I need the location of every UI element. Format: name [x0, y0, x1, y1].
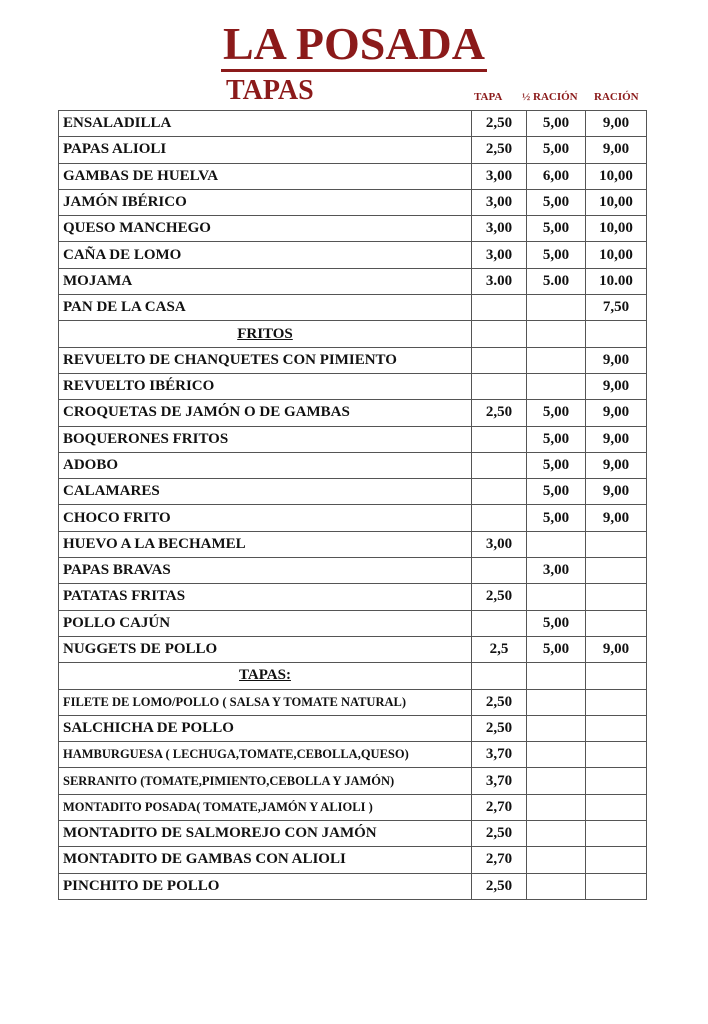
section-header-row: [59, 321, 647, 347]
price-racion: 9,00: [586, 426, 647, 452]
price-media-racion: [527, 821, 586, 847]
price-media-racion: 5,00: [527, 636, 586, 662]
menu-item-row: [59, 479, 647, 505]
section-header-row: [59, 663, 647, 689]
price-racion: [586, 610, 647, 636]
item-name: ADOBO: [59, 452, 472, 478]
price-tapa: 2,50: [472, 689, 527, 715]
menu-item-row: [59, 768, 647, 794]
price-racion: [586, 584, 647, 610]
price-racion: [586, 321, 647, 347]
menu-item-row: [59, 742, 647, 768]
price-racion: 9,00: [586, 479, 647, 505]
menu-item-row: [59, 347, 647, 373]
menu-item-row: [59, 295, 647, 321]
price-tapa: 2,50: [472, 400, 527, 426]
menu-item-row: [59, 373, 647, 399]
price-media-racion: [527, 689, 586, 715]
price-media-racion: 6,00: [527, 163, 586, 189]
item-name: HAMBURGUESA ( LECHUGA,TOMATE,CEBOLLA,QUESO): [59, 742, 472, 768]
price-media-racion: 5,00: [527, 479, 586, 505]
price-racion: 7,50: [586, 295, 647, 321]
price-media-racion: [527, 742, 586, 768]
menu-item-row: [59, 636, 647, 662]
price-media-racion: 5,00: [527, 216, 586, 242]
item-name: FILETE DE LOMO/POLLO ( SALSA Y TOMATE NATURAL): [59, 689, 472, 715]
price-media-racion: [527, 373, 586, 399]
item-name: SALCHICHA DE POLLO: [59, 715, 472, 741]
item-name: REVUELTO IBÉRICO: [59, 373, 472, 399]
price-tapa: 3,00: [472, 189, 527, 215]
item-name: MONTADITO DE SALMOREJO CON JAMÓN: [59, 821, 472, 847]
price-tapa: 3,00: [472, 163, 527, 189]
column-header-tapa: TAPA: [474, 91, 503, 103]
column-header-media-racion: ½ RACIÓN: [522, 91, 578, 103]
menu-item-row: [59, 137, 647, 163]
item-name: HUEVO A LA BECHAMEL: [59, 531, 472, 557]
item-name: CHOCO FRITO: [59, 505, 472, 531]
price-tapa: [472, 295, 527, 321]
price-media-racion: 5,00: [527, 242, 586, 268]
price-media-racion: 5,00: [527, 111, 586, 137]
price-tapa: [472, 663, 527, 689]
price-racion: [586, 847, 647, 873]
menu-item-row: [59, 821, 647, 847]
price-tapa: 2,70: [472, 847, 527, 873]
price-media-racion: [527, 531, 586, 557]
item-name: ENSALADILLA: [59, 111, 472, 137]
price-tapa: [472, 426, 527, 452]
price-tapa: 3.00: [472, 268, 527, 294]
price-media-racion: [527, 715, 586, 741]
price-tapa: [472, 505, 527, 531]
item-name: GAMBAS DE HUELVA: [59, 163, 472, 189]
price-racion: 10,00: [586, 216, 647, 242]
item-name: CROQUETAS DE JAMÓN O DE GAMBAS: [59, 400, 472, 426]
price-tapa: 2,50: [472, 821, 527, 847]
price-tapa: [472, 373, 527, 399]
price-tapa: [472, 347, 527, 373]
price-media-racion: [527, 321, 586, 347]
section-title: FRITOS: [59, 321, 472, 347]
price-racion: [586, 715, 647, 741]
price-racion: 9,00: [586, 137, 647, 163]
price-media-racion: 3,00: [527, 558, 586, 584]
menu-item-row: [59, 189, 647, 215]
section-title: TAPAS:: [59, 663, 472, 689]
price-tapa: 3,00: [472, 216, 527, 242]
price-media-racion: [527, 847, 586, 873]
price-media-racion: [527, 768, 586, 794]
item-name: NUGGETS DE POLLO: [59, 636, 472, 662]
item-name: MONTADITO POSADA( TOMATE,JAMÓN Y ALIOLI ): [59, 794, 472, 820]
price-tapa: 2,50: [472, 715, 527, 741]
menu-table-body: [59, 111, 647, 900]
price-tapa: 2,50: [472, 137, 527, 163]
price-racion: 9,00: [586, 505, 647, 531]
menu-item-row: [59, 452, 647, 478]
item-name: PAN DE LA CASA: [59, 295, 472, 321]
price-racion: 9,00: [586, 347, 647, 373]
menu-item-row: [59, 426, 647, 452]
price-media-racion: 5,00: [527, 610, 586, 636]
price-tapa: [472, 452, 527, 478]
price-racion: 10,00: [586, 189, 647, 215]
price-racion: [586, 689, 647, 715]
price-tapa: [472, 321, 527, 347]
item-name: MONTADITO DE GAMBAS CON ALIOLI: [59, 847, 472, 873]
menu-item-row: [59, 163, 647, 189]
price-racion: 10,00: [586, 163, 647, 189]
menu-item-row: [59, 847, 647, 873]
price-media-racion: [527, 663, 586, 689]
menu-item-row: [59, 505, 647, 531]
price-racion: 10,00: [586, 242, 647, 268]
price-racion: [586, 558, 647, 584]
price-tapa: 2,70: [472, 794, 527, 820]
item-name: PINCHITO DE POLLO: [59, 873, 472, 899]
item-name: PAPAS BRAVAS: [59, 558, 472, 584]
price-tapa: 3,70: [472, 742, 527, 768]
price-racion: [586, 742, 647, 768]
price-racion: 9,00: [586, 373, 647, 399]
menu-subtitle: TAPAS: [226, 75, 314, 106]
menu-item-row: [59, 873, 647, 899]
item-name: SERRANITO (TOMATE,PIMIENTO,CEBOLLA Y JAMÓN): [59, 768, 472, 794]
menu-item-row: [59, 610, 647, 636]
item-name: QUESO MANCHEGO: [59, 216, 472, 242]
price-tapa: 3,00: [472, 242, 527, 268]
price-tapa: 2,5: [472, 636, 527, 662]
item-name: PAPAS ALIOLI: [59, 137, 472, 163]
price-media-racion: 5,00: [527, 505, 586, 531]
price-racion: [586, 531, 647, 557]
price-media-racion: [527, 584, 586, 610]
item-name: BOQUERONES FRITOS: [59, 426, 472, 452]
menu-item-row: [59, 216, 647, 242]
price-media-racion: 5,00: [527, 452, 586, 478]
price-racion: [586, 768, 647, 794]
price-media-racion: [527, 295, 586, 321]
item-name: CAÑA DE LOMO: [59, 242, 472, 268]
price-media-racion: [527, 873, 586, 899]
price-racion: 9,00: [586, 452, 647, 478]
price-tapa: 3,70: [472, 768, 527, 794]
price-racion: 10.00: [586, 268, 647, 294]
price-tapa: 2,50: [472, 584, 527, 610]
item-name: PATATAS FRITAS: [59, 584, 472, 610]
price-racion: [586, 821, 647, 847]
price-media-racion: 5.00: [527, 268, 586, 294]
price-media-racion: [527, 794, 586, 820]
price-tapa: 3,00: [472, 531, 527, 557]
price-tapa: [472, 610, 527, 636]
price-racion: [586, 873, 647, 899]
price-tapa: [472, 479, 527, 505]
menu-item-row: [59, 689, 647, 715]
price-racion: [586, 663, 647, 689]
price-racion: 9,00: [586, 636, 647, 662]
price-racion: 9,00: [586, 400, 647, 426]
menu-item-row: [59, 242, 647, 268]
price-media-racion: 5,00: [527, 189, 586, 215]
item-name: REVUELTO DE CHANQUETES CON PIMIENTO: [59, 347, 472, 373]
menu-item-row: [59, 558, 647, 584]
column-header-racion: RACIÓN: [594, 91, 639, 103]
item-name: POLLO CAJÚN: [59, 610, 472, 636]
item-name: JAMÓN IBÉRICO: [59, 189, 472, 215]
menu-item-row: [59, 268, 647, 294]
price-racion: 9,00: [586, 111, 647, 137]
price-tapa: [472, 558, 527, 584]
price-media-racion: 5,00: [527, 426, 586, 452]
menu-item-row: [59, 400, 647, 426]
menu-item-row: [59, 111, 647, 137]
price-media-racion: 5,00: [527, 137, 586, 163]
title-text: LA POSADA: [221, 18, 487, 72]
price-media-racion: 5,00: [527, 400, 586, 426]
price-tapa: 2,50: [472, 873, 527, 899]
price-media-racion: [527, 347, 586, 373]
price-tapa: 2,50: [472, 111, 527, 137]
menu-table: [58, 110, 647, 900]
page-title: [0, 18, 708, 70]
menu-item-row: [59, 584, 647, 610]
item-name: CALAMARES: [59, 479, 472, 505]
menu-item-row: [59, 715, 647, 741]
menu-item-row: [59, 794, 647, 820]
price-racion: [586, 794, 647, 820]
menu-item-row: [59, 531, 647, 557]
item-name: MOJAMA: [59, 268, 472, 294]
